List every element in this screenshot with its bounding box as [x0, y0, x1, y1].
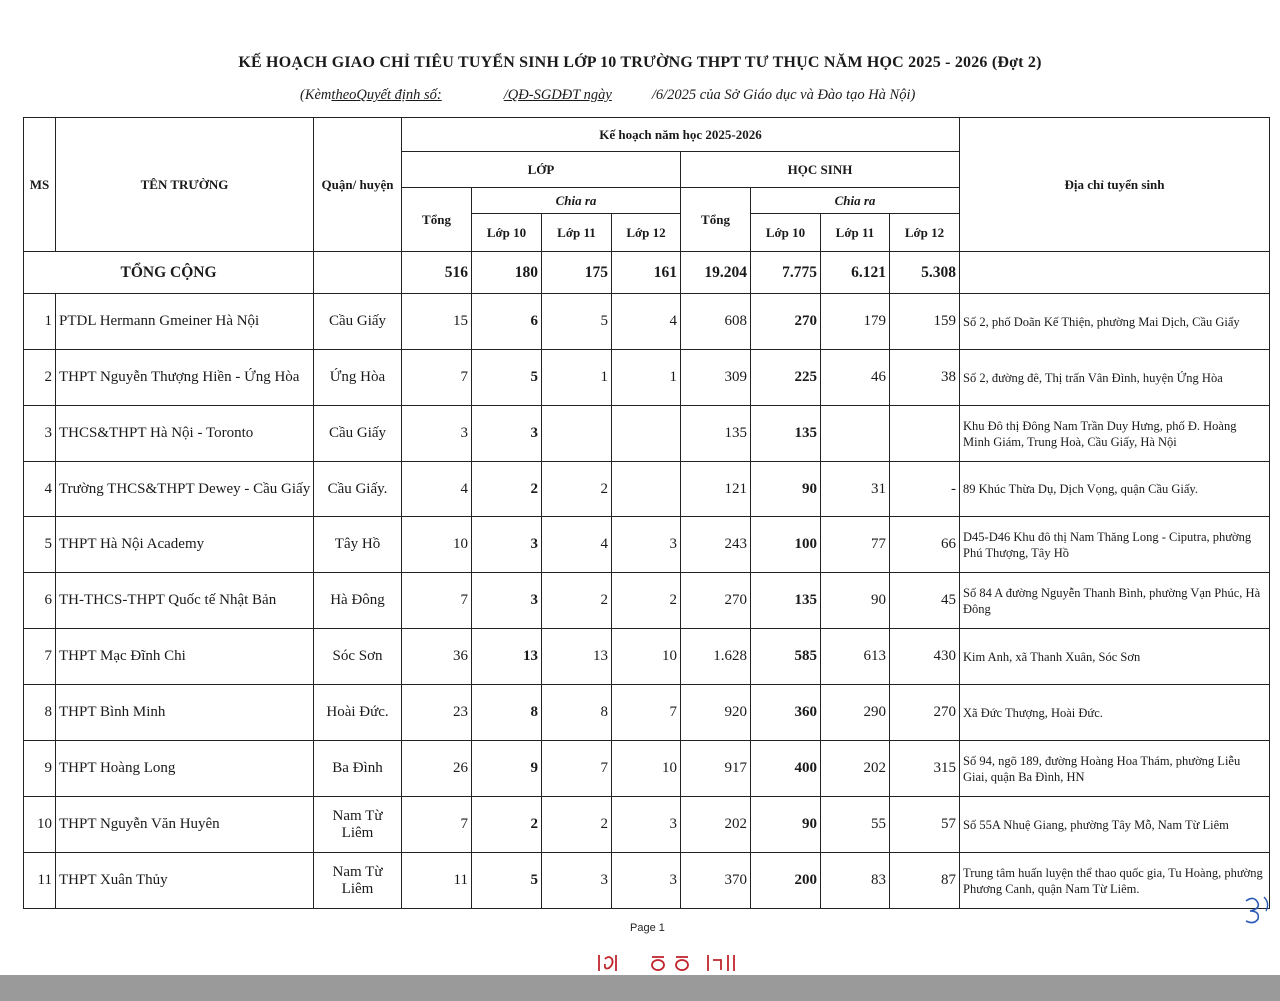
- header-class-12: Lớp 12: [612, 214, 681, 252]
- table-row: [24, 573, 1270, 629]
- row-address: Số 84 A đường Nguyễn Thanh Bình, phường Vạn Phúc, Hà Đông: [960, 573, 1270, 629]
- row-class-12: 3: [612, 797, 681, 853]
- row-student-12: [890, 406, 960, 462]
- row-school-name: THPT Hà Nội Academy: [56, 517, 314, 573]
- row-class-11: 5: [542, 294, 612, 350]
- row-district: Cầu Giấy: [314, 294, 402, 350]
- row-student-total: 370: [681, 853, 751, 909]
- row-ms: 3: [24, 406, 56, 462]
- header-class-11: Lớp 11: [542, 214, 612, 252]
- row-student-12: 315: [890, 741, 960, 797]
- document-subtitle: [300, 87, 1060, 104]
- document-title: KẾ HOẠCH GIAO CHỈ TIÊU TUYỂN SINH LỚP 10 TRƯỜNG THPT TƯ THỤC NĂM HỌC 2025 - 2026 (Đợt 2): [238, 54, 1042, 71]
- row-student-10: 225: [751, 350, 821, 406]
- row-class-12: 4: [612, 294, 681, 350]
- table-row: [24, 629, 1270, 685]
- total-class-12: 161: [612, 252, 681, 294]
- row-address: Số 2, phố Doãn Kế Thiện, phường Mai Dịch, Cầu Giấy: [960, 294, 1270, 350]
- header-student-split: Chia ra: [751, 188, 960, 214]
- row-class-total: 23: [402, 685, 472, 741]
- table-row: [24, 406, 1270, 462]
- row-district: Hà Đông: [314, 573, 402, 629]
- row-class-total: 7: [402, 350, 472, 406]
- row-class-11: 1: [542, 350, 612, 406]
- stamp-icon: [596, 951, 756, 973]
- row-class-10: 3: [472, 573, 542, 629]
- row-ms: 5: [24, 517, 56, 573]
- page-number: Page 1: [630, 922, 665, 934]
- row-student-11: 31: [821, 462, 890, 517]
- row-student-12: 38: [890, 350, 960, 406]
- row-class-12: 2: [612, 573, 681, 629]
- row-school-name: PTDL Hermann Gmeiner Hà Nội: [56, 294, 314, 350]
- row-class-10: 3: [472, 517, 542, 573]
- row-class-11: 2: [542, 462, 612, 517]
- row-class-total: 15: [402, 294, 472, 350]
- header-student-10: Lớp 10: [751, 214, 821, 252]
- header-student-12: Lớp 12: [890, 214, 960, 252]
- header-class-split: Chia ra: [472, 188, 681, 214]
- row-school-name: Trường THCS&THPT Dewey - Cầu Giấy: [56, 462, 314, 517]
- row-student-total: 202: [681, 797, 751, 853]
- header-school: TÊN TRƯỜNG: [56, 118, 314, 252]
- header-student-total: Tổng: [681, 188, 751, 252]
- school-rows: [24, 294, 1270, 909]
- row-ms: 11: [24, 853, 56, 909]
- row-address: Số 55A Nhuệ Giang, phường Tây Mỗ, Nam Từ Liêm: [960, 797, 1270, 853]
- row-student-12: 159: [890, 294, 960, 350]
- row-student-10: 360: [751, 685, 821, 741]
- row-address: Trung tâm huấn luyện thể thao quốc gia, Tu Hoàng, phường Phương Canh, quận Nam Từ Liêm.: [960, 853, 1270, 909]
- subtitle-part-1: (Kèm: [300, 87, 332, 103]
- subtitle-part-6: Hà Nội): [868, 87, 916, 103]
- table-row: [24, 517, 1270, 573]
- row-ms: 2: [24, 350, 56, 406]
- row-student-total: 1.628: [681, 629, 751, 685]
- row-student-10: 270: [751, 294, 821, 350]
- row-class-11: 7: [542, 741, 612, 797]
- row-school-name: THPT Mạc Đĩnh Chi: [56, 629, 314, 685]
- row-class-12: 3: [612, 853, 681, 909]
- row-student-total: 243: [681, 517, 751, 573]
- row-school-name: THPT Xuân Thủy: [56, 853, 314, 909]
- row-address: Số 2, đường đê, Thị trấn Vân Đình, huyện Ứng Hòa: [960, 350, 1270, 406]
- header-class-10: Lớp 10: [472, 214, 542, 252]
- row-student-12: 66: [890, 517, 960, 573]
- row-student-total: 608: [681, 294, 751, 350]
- row-class-12: 7: [612, 685, 681, 741]
- total-row: [24, 252, 1270, 294]
- row-district: Tây Hồ: [314, 517, 402, 573]
- header-class-total: Tổng: [402, 188, 472, 252]
- row-class-total: 4: [402, 462, 472, 517]
- header-classes: LỚP: [402, 152, 681, 188]
- table-row: [24, 294, 1270, 350]
- row-district: Nam Từ Liêm: [314, 797, 402, 853]
- row-student-11: 290: [821, 685, 890, 741]
- row-student-10: 90: [751, 797, 821, 853]
- header-plan: Kế hoạch năm học 2025-2026: [402, 118, 960, 152]
- row-student-11: 613: [821, 629, 890, 685]
- total-student-10: 7.775: [751, 252, 821, 294]
- row-ms: 4: [24, 462, 56, 517]
- table-row: [24, 685, 1270, 741]
- row-school-name: THPT Bình Minh: [56, 685, 314, 741]
- row-class-11: 2: [542, 797, 612, 853]
- row-address: Kim Anh, xã Thanh Xuân, Sóc Sơn: [960, 629, 1270, 685]
- row-student-12: 430: [890, 629, 960, 685]
- row-ms: 10: [24, 797, 56, 853]
- header-ms: MS: [24, 118, 56, 252]
- row-school-name: THCS&THPT Hà Nội - Toronto: [56, 406, 314, 462]
- row-district: Cầu Giấy.: [314, 462, 402, 517]
- subtitle-part-2: theo: [331, 87, 357, 103]
- row-student-total: 270: [681, 573, 751, 629]
- row-district: Ứng Hòa: [314, 350, 402, 406]
- table-row: [24, 741, 1270, 797]
- row-district: Sóc Sơn: [314, 629, 402, 685]
- row-district: Nam Từ Liêm: [314, 853, 402, 909]
- header-student-11: Lớp 11: [821, 214, 890, 252]
- total-class-10: 180: [472, 252, 542, 294]
- row-ms: 9: [24, 741, 56, 797]
- row-student-total: 309: [681, 350, 751, 406]
- row-class-12: 10: [612, 629, 681, 685]
- row-student-11: 46: [821, 350, 890, 406]
- subtitle-part-3: Quyết định số:: [356, 87, 442, 103]
- row-student-11: 202: [821, 741, 890, 797]
- row-class-10: 2: [472, 462, 542, 517]
- row-ms: 8: [24, 685, 56, 741]
- row-school-name: TH-THCS-THPT Quốc tế Nhật Bản: [56, 573, 314, 629]
- red-stamp-mark: [596, 951, 756, 978]
- row-class-10: 3: [472, 406, 542, 462]
- subtitle-part-5: /6/2025 của Sở Giáo dục và Đào tạo: [651, 87, 865, 103]
- row-student-11: 77: [821, 517, 890, 573]
- row-class-10: 9: [472, 741, 542, 797]
- row-student-10: 90: [751, 462, 821, 517]
- row-class-10: 6: [472, 294, 542, 350]
- total-student-total: 19.204: [681, 252, 751, 294]
- viewer-bottom-bar: [0, 975, 1280, 1001]
- row-student-10: 135: [751, 573, 821, 629]
- row-address: D45-D46 Khu đô thị Nam Thăng Long - Ciputra, phường Phú Thượng, Tây Hồ: [960, 517, 1270, 573]
- row-student-total: 917: [681, 741, 751, 797]
- row-class-total: 10: [402, 517, 472, 573]
- total-student-11: 6.121: [821, 252, 890, 294]
- row-student-10: 200: [751, 853, 821, 909]
- row-district: Hoài Đức.: [314, 685, 402, 741]
- table-row: [24, 797, 1270, 853]
- row-school-name: THPT Hoàng Long: [56, 741, 314, 797]
- table-row: [24, 462, 1270, 517]
- row-class-12: 10: [612, 741, 681, 797]
- row-class-11: 4: [542, 517, 612, 573]
- total-class-11: 175: [542, 252, 612, 294]
- row-address: 89 Khúc Thừa Dụ, Dịch Vọng, quận Cầu Giấy.: [960, 462, 1270, 517]
- row-student-total: 121: [681, 462, 751, 517]
- row-student-11: 83: [821, 853, 890, 909]
- row-student-11: 55: [821, 797, 890, 853]
- row-student-10: 585: [751, 629, 821, 685]
- row-class-total: 36: [402, 629, 472, 685]
- row-student-total: 135: [681, 406, 751, 462]
- row-class-10: 5: [472, 853, 542, 909]
- row-class-10: 8: [472, 685, 542, 741]
- row-class-12: 3: [612, 517, 681, 573]
- total-label: TỔNG CỘNG: [24, 252, 314, 294]
- row-student-12: -: [890, 462, 960, 517]
- row-student-10: 400: [751, 741, 821, 797]
- row-class-10: 13: [472, 629, 542, 685]
- subtitle-part-4: /QĐ-SGDĐT ngày: [503, 87, 612, 103]
- row-class-11: [542, 406, 612, 462]
- table-row: [24, 350, 1270, 406]
- row-student-11: 90: [821, 573, 890, 629]
- row-school-name: THPT Nguyễn Thượng Hiền - Ứng Hòa: [56, 350, 314, 406]
- row-student-10: 135: [751, 406, 821, 462]
- row-class-10: 2: [472, 797, 542, 853]
- row-ms: 1: [24, 294, 56, 350]
- row-class-12: 1: [612, 350, 681, 406]
- row-class-total: 11: [402, 853, 472, 909]
- row-class-11: 8: [542, 685, 612, 741]
- row-class-total: 3: [402, 406, 472, 462]
- row-class-total: 7: [402, 573, 472, 629]
- enrollment-plan-table: [23, 117, 1270, 909]
- row-student-total: 920: [681, 685, 751, 741]
- row-class-12: [612, 462, 681, 517]
- row-student-12: 87: [890, 853, 960, 909]
- total-district-empty: [314, 252, 402, 294]
- row-class-11: 3: [542, 853, 612, 909]
- row-ms: 7: [24, 629, 56, 685]
- row-district: Ba Đình: [314, 741, 402, 797]
- margin-annotation-icon: [1240, 893, 1274, 929]
- row-student-12: 45: [890, 573, 960, 629]
- row-address: Số 94, ngõ 189, đường Hoàng Hoa Thám, phường Liễu Giai, quận Ba Đình, HN: [960, 741, 1270, 797]
- row-student-11: 179: [821, 294, 890, 350]
- row-student-12: 270: [890, 685, 960, 741]
- row-student-11: [821, 406, 890, 462]
- header-students: HỌC SINH: [681, 152, 960, 188]
- total-student-12: 5.308: [890, 252, 960, 294]
- header-row-1: [24, 118, 1270, 152]
- total-address-empty: [960, 252, 1270, 294]
- row-address: Xã Đức Thượng, Hoài Đức.: [960, 685, 1270, 741]
- header-address: Địa chỉ tuyển sinh: [960, 118, 1270, 252]
- row-class-total: 26: [402, 741, 472, 797]
- total-class-total: 516: [402, 252, 472, 294]
- row-student-12: 57: [890, 797, 960, 853]
- header-district: Quận/ huyện: [314, 118, 402, 252]
- row-class-11: 2: [542, 573, 612, 629]
- row-ms: 6: [24, 573, 56, 629]
- row-class-12: [612, 406, 681, 462]
- row-district: Cầu Giấy: [314, 406, 402, 462]
- row-address: Khu Đô thị Đông Nam Trần Duy Hưng, phố Đ. Hoàng Minh Giám, Trung Hoà, Cầu Giấy, Hà Nội: [960, 406, 1270, 462]
- table-row: [24, 853, 1270, 909]
- row-class-total: 7: [402, 797, 472, 853]
- row-class-11: 13: [542, 629, 612, 685]
- row-class-10: 5: [472, 350, 542, 406]
- row-school-name: THPT Nguyễn Văn Huyên: [56, 797, 314, 853]
- row-student-10: 100: [751, 517, 821, 573]
